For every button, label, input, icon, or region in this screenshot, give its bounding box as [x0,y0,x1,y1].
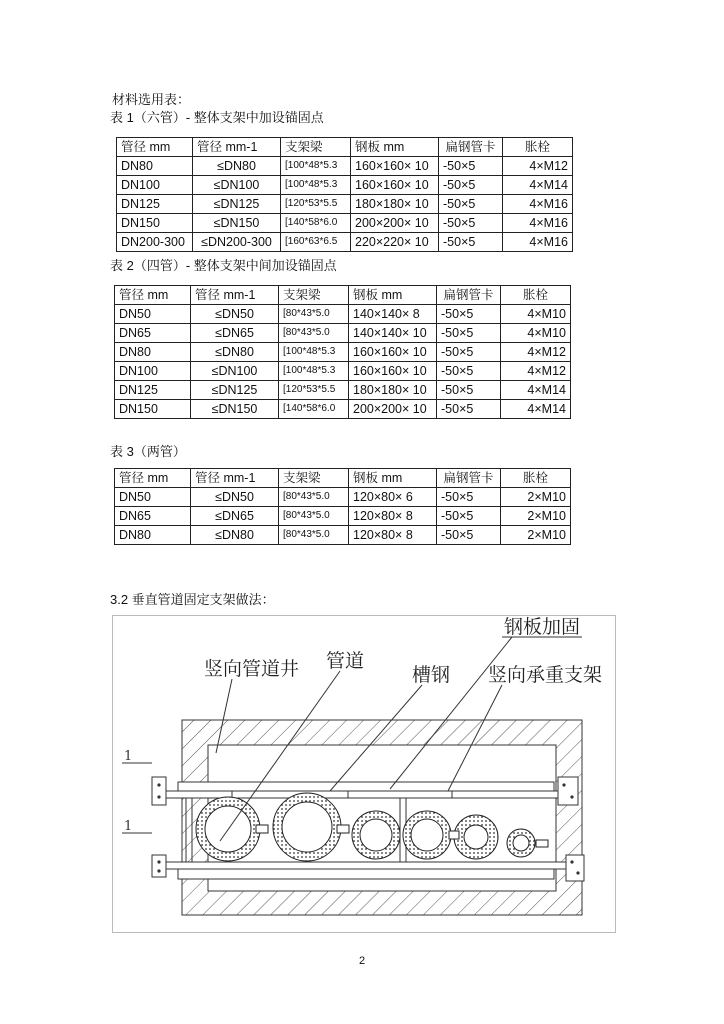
table2-title: 表 2（四管）- 整体支架中间加设锚固点 [110,258,337,273]
table-cell: ≤DN150 [193,214,281,233]
table-row [115,305,571,324]
table-cell: -50×5 [437,526,501,545]
table-cell: ≤DN65 [191,507,279,526]
section-mark-top: 1 [124,749,133,764]
table-cell: [80*43*5.0 [279,507,349,526]
table-cell: 2×M10 [501,526,571,545]
table-cell: 180×180× 10 [349,381,437,400]
pipe-6 [507,829,535,857]
table-cell: 140×140× 8 [349,305,437,324]
table-cell: 扁钢管卡 [437,286,501,305]
table-cell: 2×M10 [501,488,571,507]
table-cell: -50×5 [439,233,503,252]
section-mark-bottom: 1 [124,819,133,834]
table-cell: 140×140× 10 [349,324,437,343]
table-cell: 4×M14 [501,400,571,419]
table-cell: 钢板 mm [349,286,437,305]
table-row [115,381,571,400]
pipe-4 [403,811,451,859]
table-cell: [140*58*6.0 [281,214,351,233]
table1 [116,137,573,252]
table-cell: 管径 mm-1 [191,286,279,305]
table-cell: ≤DN80 [191,526,279,545]
table-cell: 4×M12 [503,157,573,176]
table-cell: 160×160× 10 [349,343,437,362]
table-cell: 支架梁 [279,286,349,305]
table-cell: 4×M12 [501,343,571,362]
table-row [115,362,571,381]
table-row [115,324,571,343]
table-cell: [80*43*5.0 [279,305,349,324]
table-row [117,233,573,252]
table-cell: ≤DN125 [191,381,279,400]
table-cell: -50×5 [437,362,501,381]
table-cell: [120*53*5.5 [279,381,349,400]
table-cell: 管径 mm-1 [191,469,279,488]
table-cell: [100*48*5.3 [279,362,349,381]
table-cell: -50×5 [437,324,501,343]
table-cell: 4×M14 [503,176,573,195]
table-cell: -50×5 [437,381,501,400]
table-cell: 钢板 mm [351,138,439,157]
vertical-pipe-support-drawing [112,615,616,933]
table-cell: -50×5 [437,400,501,419]
table-header-row [115,286,571,305]
table3 [114,468,571,545]
table-cell: DN150 [115,400,191,419]
table-cell: 钢板 mm [349,469,437,488]
channel-steel-bottom [160,862,572,869]
table-row [115,526,571,545]
page-number: 2 [358,955,366,967]
table1-title: 表 1（六管）- 整体支架中加设锚固点 [110,110,324,125]
pipe-3 [352,811,400,859]
table-cell: ≤DN50 [191,305,279,324]
table-cell: DN65 [115,324,191,343]
table-cell: 支架梁 [279,469,349,488]
steel-plate-left-top [152,777,166,805]
table-cell: 4×M16 [503,195,573,214]
table-cell: 胀栓 [503,138,573,157]
table-cell: 2×M10 [501,507,571,526]
steel-plate-right-top [558,777,578,805]
table-cell: 管径 mm [115,286,191,305]
table-cell: ≤DN150 [191,400,279,419]
table-cell: 4×M10 [501,324,571,343]
table-cell: 220×220× 10 [351,233,439,252]
steel-plate-left-bottom [152,855,166,877]
table-header-row [115,469,571,488]
table-cell: 120×80× 6 [349,488,437,507]
table-cell: DN125 [115,381,191,400]
table-cell: DN50 [115,305,191,324]
steel-plate-right-bottom [566,855,584,881]
table-cell: [80*43*5.0 [279,324,349,343]
table-cell: 200×200× 10 [349,400,437,419]
table-row [117,176,573,195]
table-cell: DN80 [117,157,193,176]
table-cell: 4×M16 [503,214,573,233]
table-cell: ≤DN125 [193,195,281,214]
table-cell: [80*43*5.0 [279,526,349,545]
table-cell: DN200-300 [117,233,193,252]
table-cell: 支架梁 [281,138,351,157]
table-cell: -50×5 [439,157,503,176]
table-cell: [100*48*5.3 [279,343,349,362]
label-pipe-shaft: 竖向管道井 [204,658,300,680]
table-cell: -50×5 [439,214,503,233]
table-cell: -50×5 [437,343,501,362]
table-cell: DN150 [117,214,193,233]
table-cell: DN100 [117,176,193,195]
table-cell: ≤DN100 [191,362,279,381]
table-cell: 4×M10 [501,305,571,324]
table-row [117,214,573,233]
section-heading: 3.2 垂直管道固定支架做法： [110,592,275,607]
table-cell: DN50 [115,488,191,507]
pipe-5 [454,815,498,859]
table-cell: ≤DN80 [191,343,279,362]
table-cell: 扁钢管卡 [437,469,501,488]
table-cell: 管径 mm [115,469,191,488]
table-cell: 160×160× 10 [351,157,439,176]
table-cell: [140*58*6.0 [279,400,349,419]
table-header-row [117,138,573,157]
label-pipe: 管道 [326,650,365,672]
channel-steel-top-upper [178,782,554,791]
table-cell: 160×160× 10 [349,362,437,381]
table-cell: 胀栓 [501,286,571,305]
table2 [114,285,571,419]
table-row [115,488,571,507]
table-cell: 4×M16 [503,233,573,252]
label-vertical-support: 竖向承重支架 [488,664,603,686]
table-cell: 160×160× 10 [351,176,439,195]
table-cell: 管径 mm-1 [193,138,281,157]
table-cell: -50×5 [439,195,503,214]
materials-heading: 材料选用表： [112,92,191,107]
table-row [117,157,573,176]
table-cell: ≤DN200-300 [193,233,281,252]
table-cell: -50×5 [437,507,501,526]
table-row [115,507,571,526]
channel-steel-bottom-lower [178,869,554,879]
table-cell: ≤DN80 [193,157,281,176]
label-channel-steel: 槽钢 [412,664,451,686]
table-row [115,400,571,419]
table-row [115,343,571,362]
table-cell: ≤DN100 [193,176,281,195]
table-cell: 管径 mm [117,138,193,157]
table3-title: 表 3（两管） [110,444,186,459]
label-steel-plate: 钢板加固 [504,616,581,638]
table-cell: DN80 [115,526,191,545]
table-cell: 120×80× 8 [349,507,437,526]
table-cell: -50×5 [437,305,501,324]
table-cell: ≤DN65 [191,324,279,343]
table-cell: ≤DN50 [191,488,279,507]
table-cell: 扁钢管卡 [439,138,503,157]
table-cell: [100*48*5.3 [281,157,351,176]
table-cell: -50×5 [437,488,501,507]
table-cell: [100*48*5.3 [281,176,351,195]
table-cell: 120×80× 8 [349,526,437,545]
table-cell: DN125 [117,195,193,214]
table-cell: [120*53*5.5 [281,195,351,214]
table-cell: [80*43*5.0 [279,488,349,507]
table-row [117,195,573,214]
table-cell: 200×200× 10 [351,214,439,233]
table-cell: -50×5 [439,176,503,195]
pipe-2 [273,793,341,861]
table-cell: 180×180× 10 [351,195,439,214]
table-cell: 4×M14 [501,381,571,400]
table-cell: [160*63*6.5 [281,233,351,252]
channel-steel-top [160,791,572,798]
table-cell: DN100 [115,362,191,381]
table-cell: DN65 [115,507,191,526]
table-cell: DN80 [115,343,191,362]
table-cell: 胀栓 [501,469,571,488]
table-cell: 4×M12 [501,362,571,381]
